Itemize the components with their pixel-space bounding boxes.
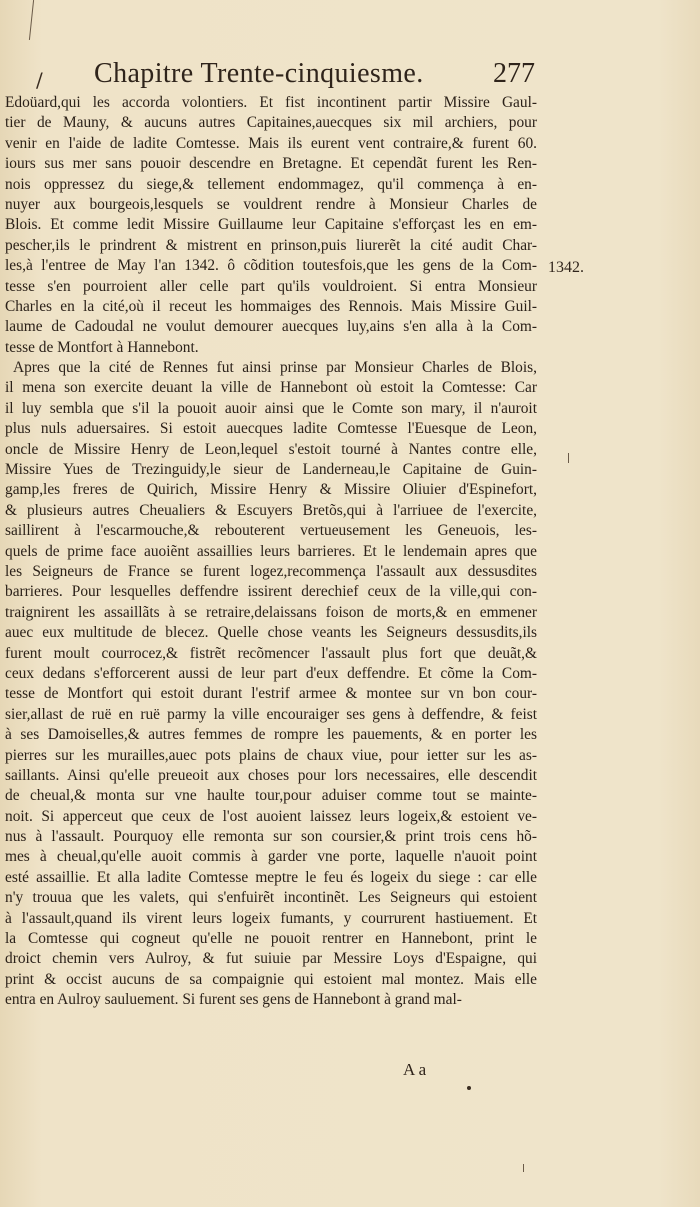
text-line: iours sus mer sans pouoir descendre en Bretagne. Et cependãt furent les Ren- (5, 155, 537, 173)
text-line: à l'assault,quand ils virent leurs logeix fumants, y courrurent hastiuement. Et (5, 909, 537, 927)
edge-mark (29, 0, 34, 40)
text-line: tesse de Montfort à Hannebont. (5, 338, 199, 356)
text-line: tesse s'en pourroient aller celle part qu'ils vouldroient. Si entra Monsieur (5, 277, 537, 295)
text-line: nus à l'assault. Pourquoy elle remonta sur son coursier,& print trois cens hõ- (5, 828, 537, 846)
text-line: auec eux multitude de blecez. Quelle chose veants les Seigneurs dessusdits,ils (5, 624, 537, 642)
text-line: nuyer aux bourgeois,lesquels se vouldrent rendre à Monsieur Charles de (5, 195, 537, 213)
text-line: esté assaillie. Et alla ladite Comtesse meptre le feu és logeix du siege : car elle (5, 868, 537, 886)
text-body (5, 93, 537, 1011)
text-line: Charles en la cité,où il receut les hommaiges des Rennois. Mais Missire Guil- (5, 297, 537, 315)
text-line: plus nuls aduersaires. Si estoit auecques ladite Comtesse l'Euesque de Leon, (5, 420, 537, 438)
text-line: la Comtesse qui cogneut qu'elle ne pouoit rentrer en Hannebont, print le (5, 930, 537, 948)
text-line: les,à l'entree de May l'an 1342. ô cõdition toutesfois,que les gens de la Com- (5, 257, 537, 275)
chapter-title: Chapitre Trente-cinquiesme. (94, 58, 424, 89)
margin-note-year: 1342. (548, 259, 584, 276)
text-line: n'y trouua que les valets, qui s'enfuirẽt incontinẽt. Les Seigneurs qui estoient (5, 889, 537, 907)
running-header (0, 56, 700, 96)
text-line: saillants. Ainsi qu'elle preueoit aux choses pour lors necessaires, elle descendit (5, 766, 537, 784)
signature-catchword: A a (403, 1060, 427, 1079)
text-line: droict chemin vers Aulroy, & fut suiuie par Messire Loys d'Espaigne, qui (5, 950, 537, 968)
header-marker: / (36, 68, 43, 92)
text-line: de cheual,& monta sur vne haulte tour,pour aduiser comme tout se mainte- (5, 787, 537, 805)
page-number: 277 (493, 58, 535, 89)
text-line: quels de prime face auoiẽnt assaillies leurs barrieres. Et le lendemain apres que (5, 542, 537, 560)
text-line: print & occist aucuns de sa compaignie qui estoient mal montez. Mais elle (5, 970, 537, 988)
text-line: traignirent les assaillãts à se retraire,delaissans foison de morts,& en emmener (5, 603, 537, 621)
text-line: sier,allast de ruë en ruë parmy la ville encouraiger ses gens à deffendre, & feist (5, 705, 537, 723)
text-line: nois oppressez du siege,& tellement endommagez, qu'il commença à en- (5, 175, 537, 193)
text-line: pierres sur les murailles,auec pots plains de chaux viue, pour ietter sur les as- (5, 746, 537, 764)
text-line: furent moult courrocez,& fistrẽt recõmencer l'assault plus fort que deuãt,& (5, 644, 537, 662)
text-line: Blois. Et comme ledit Missire Guillaume leur Capitaine s'efforçast les en em- (5, 216, 537, 234)
text-line: noit. Si apperceut que ceux de l'ost auoient laissez leurs logeix,& estoient ve- (5, 807, 537, 825)
text-line: barrieres. Pour lesquelles deffendre issirent derechief ceux de la ville,qui con- (5, 583, 537, 601)
text-line: tier de Mauny, & aucuns autres Capitaines,auecques six mil archiers, pour (5, 114, 537, 132)
text-line: Apres que la cité de Rennes fut ainsi prinse par Monsieur Charles de Blois, (13, 359, 537, 377)
text-line: entra en Aulroy sauluement. Si furent ses gens de Hannebont à grand mal- (5, 991, 462, 1009)
text-line: il luy sembla que s'il la pouoit auoir ainsi que le Comte son mary, il n'auroit (5, 399, 537, 417)
text-line: pescher,ils le prindrent & mistrent en prinson,puis liurerẽt la cité audit Char- (5, 236, 537, 254)
text-line: Edoüard,qui les accorda volontiers. Et fist incontinent partir Missire Gaul- (5, 94, 537, 111)
text-line: gamp,les freres de Quirich, Missire Henry & Missire Oliuier d'Espinefort, (5, 481, 537, 499)
margin-mark (568, 453, 569, 463)
text-line: les Seigneurs de France se furent logez,recommença l'assault aux dessusdites (5, 562, 537, 580)
bottom-mark (523, 1164, 524, 1172)
text-line: & plusieurs autres Cheualiers & Escuyers Bretõs,qui à l'arriuee de l'exercite, (5, 501, 537, 519)
text-line: ceux dedans s'efforcerent aussi de leur part d'eux deffendre. Et cõme la Com- (5, 664, 537, 682)
text-line: il mena son exercite deuant la ville de Hannebont où estoit la Comtesse: Car (5, 379, 537, 397)
text-line: tesse de Montfort qui estoit durant l'estrif armee & montee sur vn bon cour- (5, 685, 537, 703)
text-line: venir en l'aide de ladite Comtesse. Mais ils eurent vent contraire,& furent 60. (5, 134, 537, 152)
text-line: laume de Cadoudal ne voulut demourer auecques luy,ains s'en alla à la Com- (5, 318, 537, 336)
text-line: oncle de Missire Henry de Leon,lequel s'estoit tourné à Nantes contre elle, (5, 440, 537, 458)
text-line: Missire Yues de Trezinguidy,le sieur de Landerneau,le Capitaine de Guin- (5, 461, 537, 479)
text-line: mes à cheual,qu'elle auoit commis à garder vne porte, laquelle n'auoit point (5, 848, 537, 866)
ink-dot (467, 1086, 471, 1090)
text-line: saillirent à l'escarmouche,& rebouterent vertueusement les Geneuois, les- (5, 522, 537, 540)
text-line: à ses Damoiselles,& autres femmes de rompre les pauements, & en porter les (5, 726, 537, 744)
